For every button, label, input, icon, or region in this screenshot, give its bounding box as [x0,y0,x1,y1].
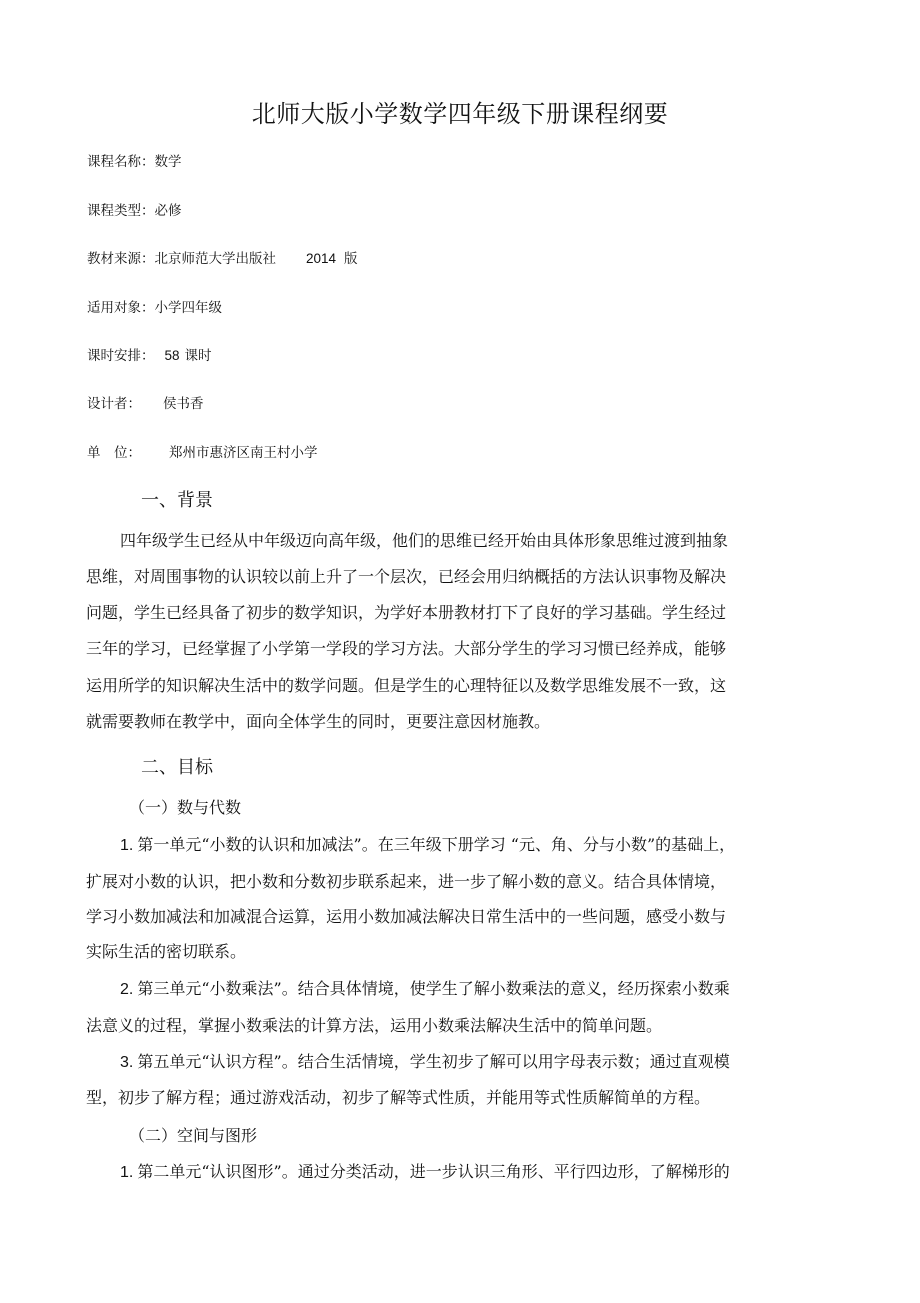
goals-heading: 二、目标 [141,757,213,778]
target-audience-value: 小学四年级 [154,300,222,316]
goal-item-2-line-1 [120,977,730,1002]
textbook-source-label: 教材来源： [87,251,155,267]
background-heading: 一、背景 [141,490,213,511]
goal-item-4-number: 1. [120,1164,134,1181]
school-unit-label: 单 位： [87,445,141,461]
course-type-row [87,201,182,221]
target-audience-row [87,298,222,318]
course-name-row [87,152,182,172]
goal-item-2-line-2: 法意义的过程，掌握小数乘法的计算方法，运用小数乘法解决生活中的简单问题。 [86,1016,663,1035]
goal-item-3-number: 3. [120,1054,134,1071]
textbook-source-row [87,249,358,269]
designer-value: 侯书香 [163,396,204,412]
textbook-year: 2014 [306,251,337,266]
school-unit-row [87,443,318,463]
goal-item-2-text: 第三单元“小数乘法”。结合具体情境，使学生了解小数乘法的意义，经历探索小数乘 [137,979,730,998]
goal-item-1-line-2: 扩展对小数的认识，把小数和分数初步联系起来，进一步了解小数的意义。结合具体情境， [86,872,727,891]
designer-row [87,394,204,414]
goal-item-3-line-2: 型，初步了解方程；通过游戏活动，初步了解等式性质，并能用等式性质解简单的方程。 [86,1088,711,1107]
background-line-5: 运用所学的知识解决生活中的数学问题。但是学生的心理特征以及数学思维发展不一致，这 [86,676,727,695]
goal-item-1-line-3: 学习小数加减法和加减混合运算，运用小数加减法解决日常生活中的一些问题，感受小数与 [86,907,727,926]
class-hours-row [87,346,212,366]
page-title: 北师大版小学数学四年级下册课程纲要 [251,100,669,128]
background-line-3: 问题，学生已经具备了初步的数学知识，为学好本册教材打下了良好的学习基础。学生经过 [86,603,727,622]
goal-item-2-number: 2. [120,981,134,998]
goal-item-4-line-1 [120,1160,730,1185]
textbook-source-value: 北京师范大学出版社 [154,251,276,267]
goal-item-3-line-1 [120,1050,730,1075]
goal-item-1-text: 第一单元“小数的认识和加减法”。在三年级下册学习 “元、角、分与小数”的基础上， [137,835,736,854]
goal-item-1-number: 1. [120,837,134,854]
class-hours-unit: 课时 [184,348,212,364]
course-type-label: 课程类型： [87,203,155,219]
background-line-2: 思维，对周围事物的认识较以前上升了一个层次，已经会用归纳概括的方法认识事物及解决 [86,567,727,586]
background-line-6: 就需要教师在教学中，面向全体学生的同时，更要注意因材施教。 [86,712,551,731]
course-name-label: 课程名称： [87,154,155,170]
textbook-edition: 版 [344,251,358,267]
class-hours-number: 58 [164,348,180,363]
goal-item-1-line-1 [120,833,735,858]
class-hours-label: 课时安排： [87,348,155,364]
school-unit-value: 郑州市惠济区南王村小学 [169,445,318,461]
course-type-value: 必修 [154,203,182,219]
goal-item-4-text: 第二单元“认识图形”。通过分类活动，进一步认识三角形、平行四边形，了解梯形的 [137,1162,730,1181]
goal-item-1-line-4: 实际生活的密切联系。 [86,942,247,961]
designer-label: 设计者： [87,396,141,412]
background-line-4: 三年的学习，已经掌握了小学第一学段的学习方法。大部分学生的学习习惯已经养成，能够 [86,639,727,658]
goal-item-3-text: 第五单元“认识方程”。结合生活情境，学生初步了解可以用字母表示数；通过直观模 [137,1052,730,1071]
course-name-value: 数学 [154,154,182,170]
target-audience-label: 适用对象： [87,300,155,316]
background-line-1: 四年级学生已经从中年级迈向高年级，他们的思维已经开始由具体形象思维过渡到抽象 [120,531,729,550]
space-shapes-heading: （二）空间与图形 [129,1126,258,1145]
numbers-algebra-heading: （一）数与代数 [129,798,242,817]
